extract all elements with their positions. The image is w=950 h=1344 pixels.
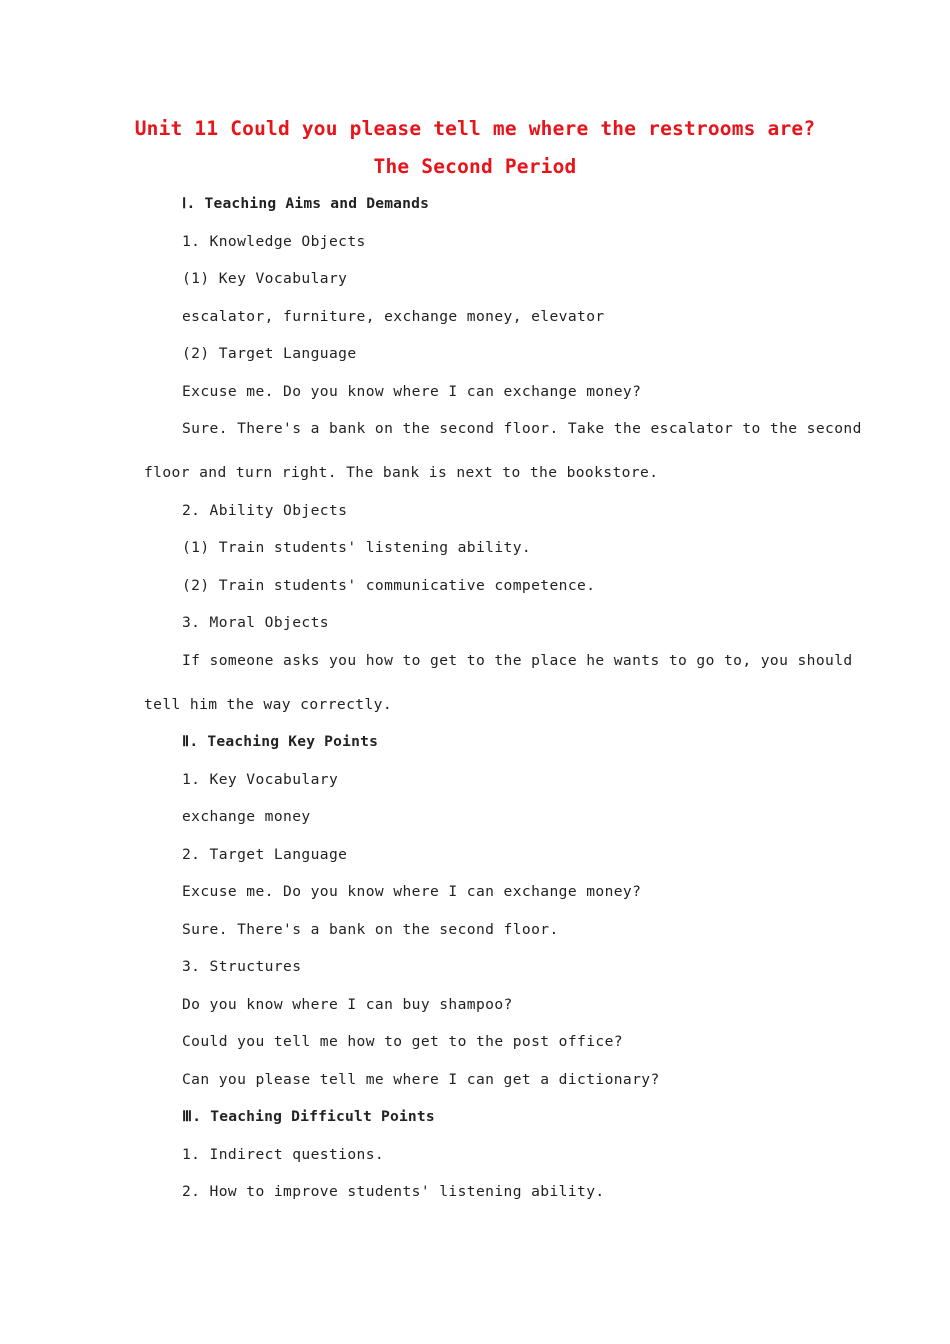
key-vocabulary-label: (1) Key Vocabulary bbox=[182, 270, 348, 287]
key-vocabulary-list: escalator, furniture, exchange money, elevator bbox=[182, 308, 605, 325]
moral-objects-label: 3. Moral Objects bbox=[182, 614, 329, 631]
difficult-point: 2. How to improve students' listening ability. bbox=[182, 1183, 605, 1200]
target-language-line: Excuse me. Do you know where I can exchange money? bbox=[182, 383, 642, 400]
structure-example: Can you please tell me where I can get a dictionary? bbox=[182, 1071, 660, 1088]
ability-objective: (1) Train students' listening ability. bbox=[182, 539, 532, 556]
ability-objects-label: 2. Ability Objects bbox=[182, 502, 348, 519]
target-language-line: Excuse me. Do you know where I can exchange money? bbox=[182, 883, 642, 900]
moral-objective-line: If someone asks you how to get to the place he wants to go to, you should bbox=[182, 652, 853, 669]
structure-example: Could you tell me how to get to the post office? bbox=[182, 1033, 623, 1050]
section-1-heading: Ⅰ. Teaching Aims and Demands bbox=[182, 195, 430, 212]
key-vocabulary-item: exchange money bbox=[182, 808, 311, 825]
section-2-heading: Ⅱ. Teaching Key Points bbox=[182, 733, 379, 750]
moral-objective-line: tell him the way correctly. bbox=[144, 696, 393, 713]
knowledge-objects-label: 1. Knowledge Objects bbox=[182, 233, 366, 250]
target-language-paragraph-line: Sure. There's a bank on the second floor. Take the escalator to the second bbox=[182, 420, 862, 437]
target-language-label: 2. Target Language bbox=[182, 846, 348, 863]
target-language-line: Sure. There's a bank on the second floor. bbox=[182, 921, 559, 938]
structures-label: 3. Structures bbox=[182, 958, 302, 975]
document-title: Unit 11 Could you please tell me where the restrooms are? bbox=[134, 117, 816, 140]
key-vocabulary-label: 1. Key Vocabulary bbox=[182, 771, 339, 788]
section-3-heading: Ⅲ. Teaching Difficult Points bbox=[182, 1108, 435, 1125]
target-language-paragraph-line: floor and turn right. The bank is next to the bookstore. bbox=[144, 464, 659, 481]
document-subtitle: The Second Period bbox=[373, 155, 577, 178]
difficult-point: 1. Indirect questions. bbox=[182, 1146, 385, 1163]
ability-objective: (2) Train students' communicative competence. bbox=[182, 577, 596, 594]
target-language-label: (2) Target Language bbox=[182, 345, 357, 362]
structure-example: Do you know where I can buy shampoo? bbox=[182, 996, 513, 1013]
